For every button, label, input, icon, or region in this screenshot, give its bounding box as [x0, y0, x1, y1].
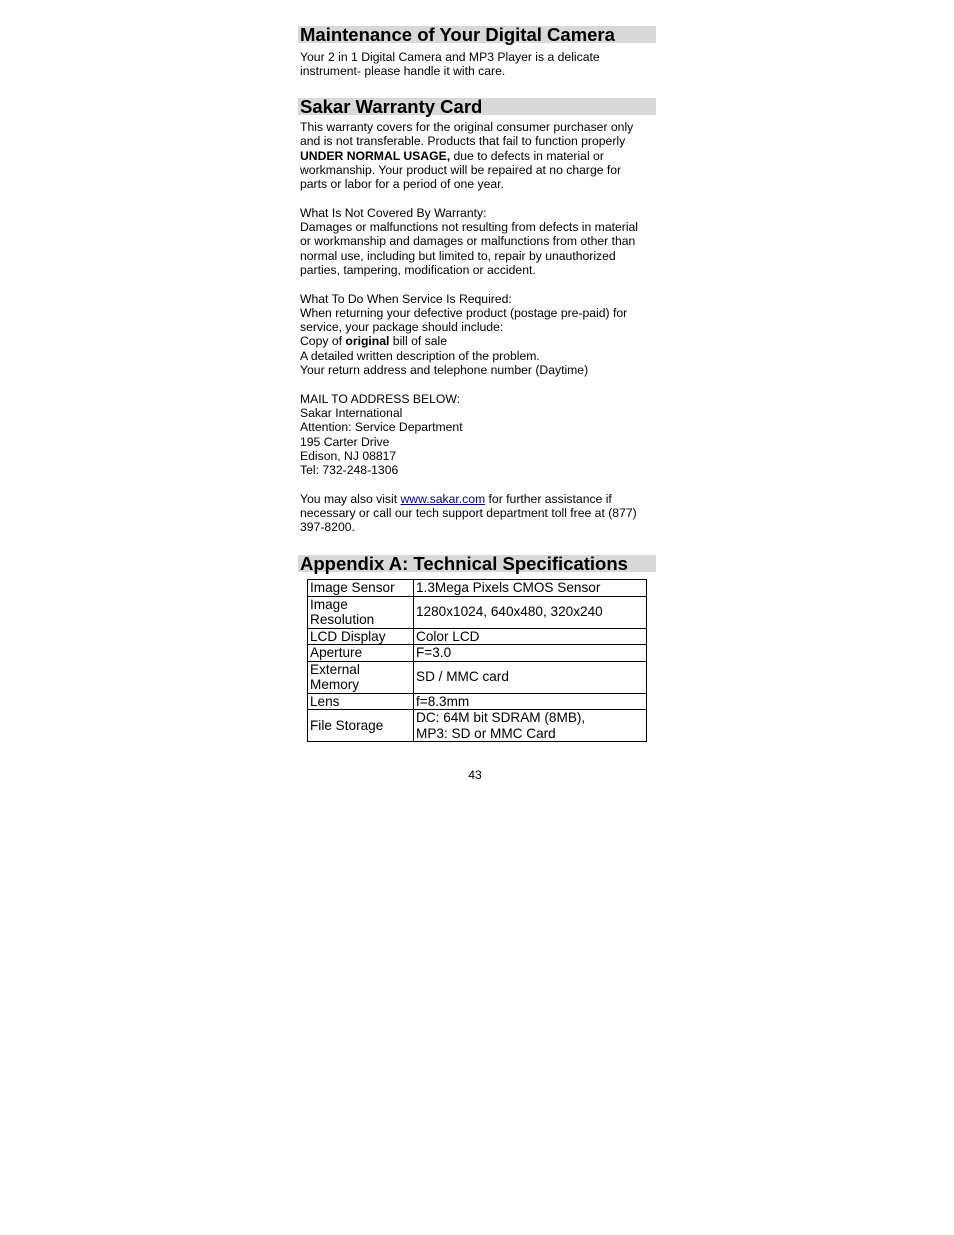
- text-line: Damages or malfunctions not resulting from defects in material: [300, 220, 639, 235]
- table-row: [308, 580, 647, 597]
- spec-key: [308, 596, 414, 628]
- text-fragment: bill of sale: [389, 334, 447, 349]
- warranty-heading: Sakar Warranty Card: [298, 98, 656, 115]
- key-line: Image: [310, 596, 348, 612]
- normal-usage-emphasis: UNDER NORMAL USAGE,: [300, 148, 451, 163]
- specs-table: [307, 579, 647, 742]
- service-title: What To Do When Service Is Required:: [300, 291, 512, 306]
- address-line: Edison, NJ 08817: [300, 448, 397, 463]
- sakar-website-link[interactable]: www.sakar.com: [400, 491, 486, 506]
- table-row: [308, 645, 647, 662]
- table-row: [308, 596, 647, 628]
- text-line: and is not transferable. Products that fail to function properly: [300, 134, 626, 149]
- spec-value: 1.3Mega Pixels CMOS Sensor: [414, 580, 647, 597]
- not-covered-title: What Is Not Covered By Warranty:: [300, 205, 487, 220]
- spec-key: File Storage: [308, 710, 414, 742]
- text-line: [300, 334, 652, 348]
- address-line: Sakar International: [300, 405, 403, 420]
- warranty-text: [300, 120, 652, 535]
- text-line: necessary or call our tech support department toll free at (877): [300, 506, 637, 521]
- table-row: [308, 710, 647, 742]
- text-line: workmanship. Your product will be repaired at no charge for: [300, 162, 622, 177]
- spec-value: [414, 710, 647, 742]
- spec-key: Lens: [308, 693, 414, 710]
- page-number: 43: [468, 768, 482, 782]
- text-line: Your return address and telephone number (Daytime): [300, 363, 589, 378]
- text-fragment: Copy of: [300, 334, 346, 349]
- text-line: A detailed written description of the problem.: [300, 348, 540, 363]
- address-line: Tel: 732-248-1306: [300, 463, 399, 478]
- text-line: When returning your defective product (postage pre-paid) for: [300, 305, 628, 320]
- address-line: 195 Carter Drive: [300, 434, 390, 449]
- maintenance-text: [300, 50, 652, 79]
- text-line: [300, 149, 652, 163]
- text-fragment: You may also visit: [300, 491, 401, 506]
- appendix-heading: Appendix A: Technical Specifications: [298, 555, 656, 572]
- key-line: External: [310, 661, 360, 677]
- spec-value: f=8.3mm: [414, 693, 647, 710]
- text-line: or workmanship and damages or malfunctions from other than: [300, 234, 636, 249]
- key-line: Resolution: [310, 612, 375, 627]
- text-line: parts or labor for a period of one year.: [300, 177, 504, 192]
- value-line: DC: 64M bit SDRAM (8MB),: [416, 710, 586, 725]
- text-line: [300, 492, 652, 506]
- address-line: Attention: Service Department: [300, 420, 463, 435]
- spec-value: F=3.0: [414, 645, 647, 662]
- text-fragment: for further assistance if: [485, 491, 612, 506]
- spec-value: Color LCD: [414, 628, 647, 645]
- spec-key: LCD Display: [308, 628, 414, 645]
- text-line: service, your package should include:: [300, 320, 504, 335]
- spec-key: Aperture: [308, 645, 414, 662]
- table-row: [308, 693, 647, 710]
- value-line: MP3: SD or MMC Card: [416, 725, 556, 741]
- spec-key: Image Sensor: [308, 580, 414, 597]
- maintenance-heading: Maintenance of Your Digital Camera: [298, 26, 656, 43]
- spec-value: 1280x1024, 640x480, 320x240: [414, 596, 647, 628]
- spec-key: [308, 661, 414, 693]
- text-fragment: due to defects in material or: [450, 148, 604, 163]
- table-row: [308, 628, 647, 645]
- table-row: [308, 661, 647, 693]
- text-line: instrument- please handle it with care.: [300, 64, 506, 79]
- text-line: This warranty covers for the original consumer purchaser only: [300, 120, 634, 134]
- mail-title: MAIL TO ADDRESS BELOW:: [300, 391, 461, 406]
- text-line: 397-8200.: [300, 520, 355, 535]
- original-emphasis: original: [345, 334, 390, 349]
- spec-value: SD / MMC card: [414, 661, 647, 693]
- text-line: Your 2 in 1 Digital Camera and MP3 Player is a delicate: [300, 50, 600, 64]
- text-line: normal use, including but limited to, repair by unauthorized: [300, 248, 616, 263]
- text-line: parties, tampering, modification or accident.: [300, 262, 536, 277]
- key-line: Memory: [310, 677, 360, 692]
